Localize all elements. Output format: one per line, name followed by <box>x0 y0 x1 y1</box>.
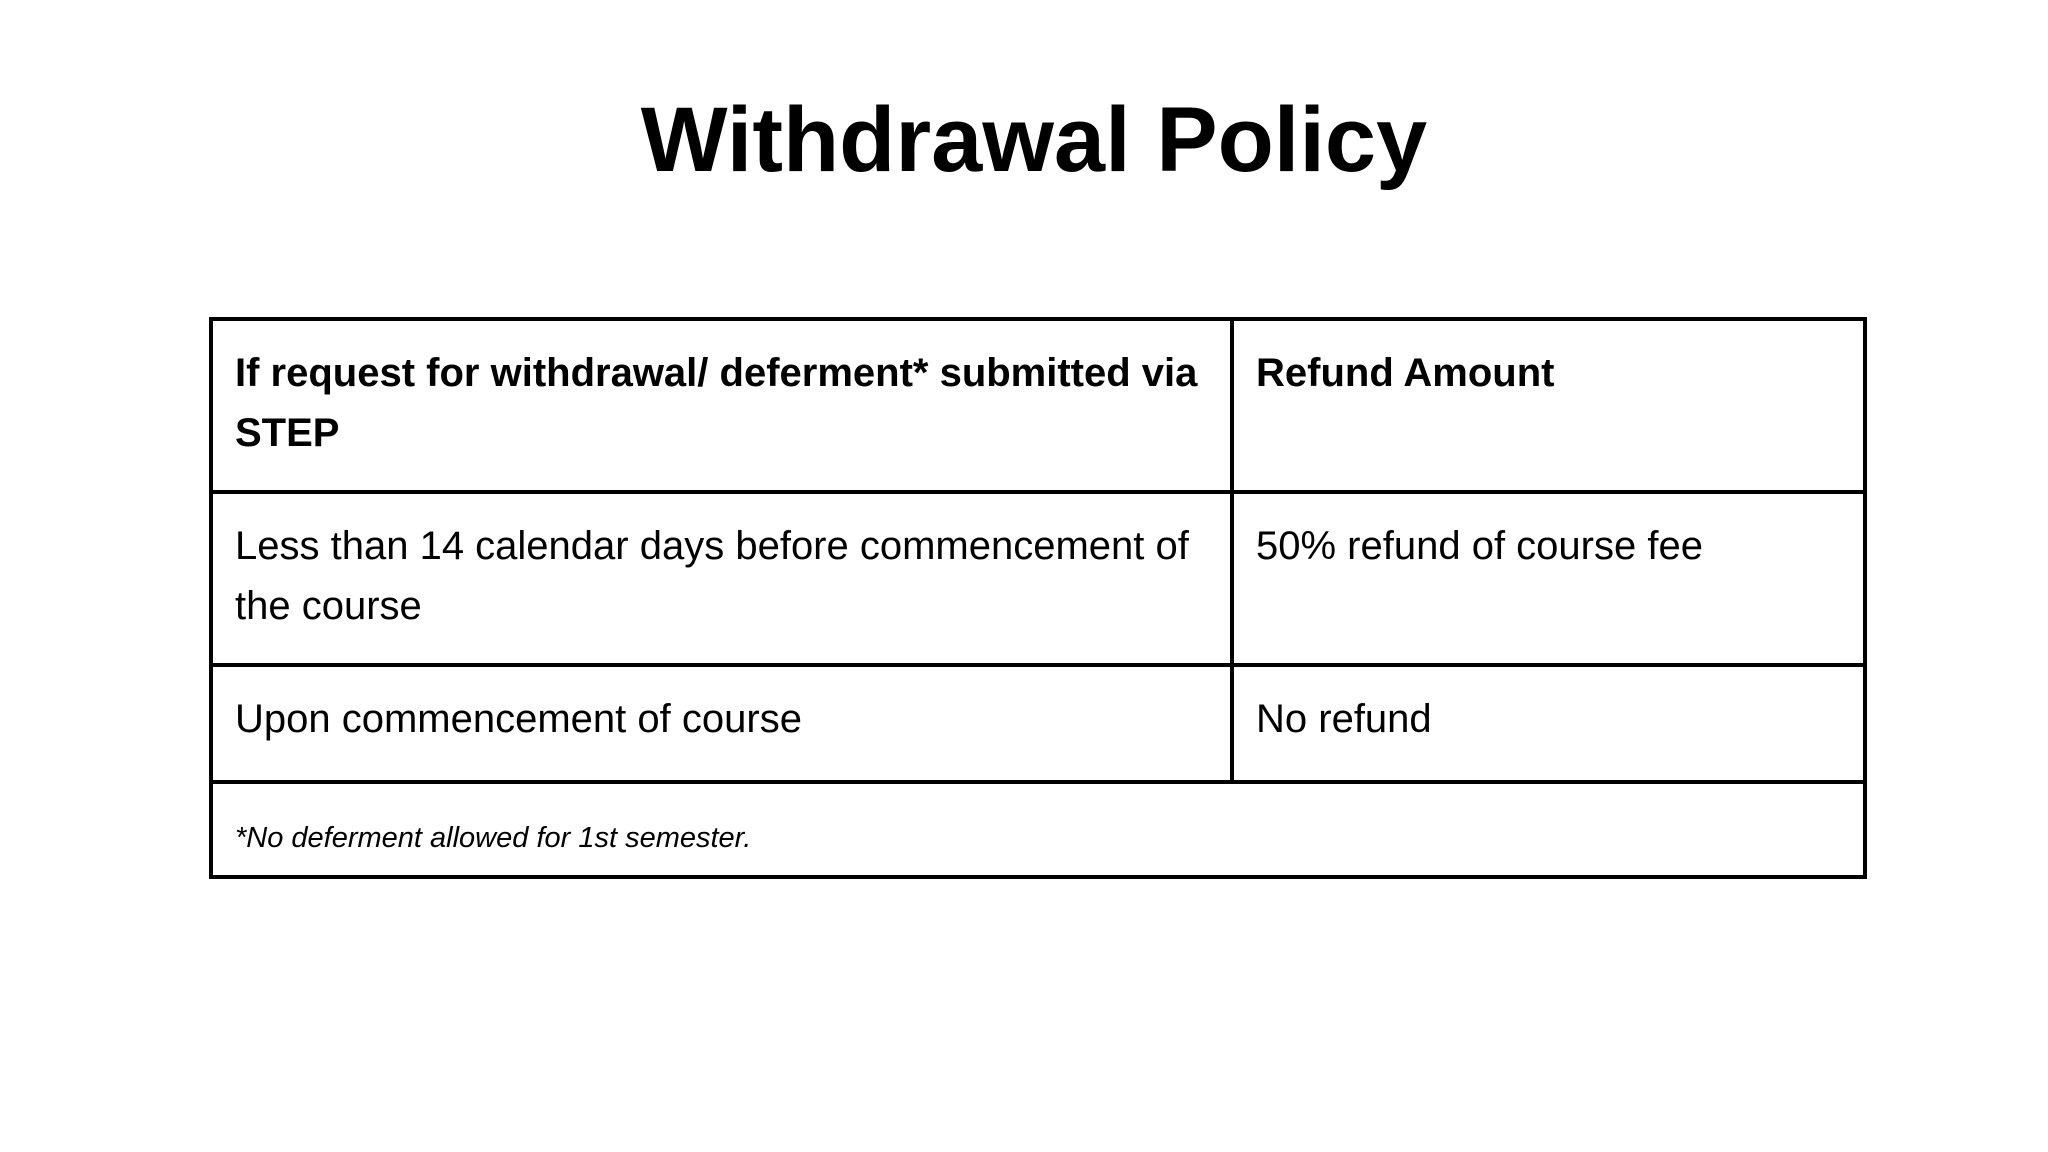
header-refund-amount: Refund Amount <box>1232 319 1865 492</box>
row-condition-cell: Upon commencement of course <box>211 665 1232 782</box>
table-footnote-row <box>211 782 1865 877</box>
slide-title: Withdrawal Policy <box>640 89 1428 191</box>
row-condition-cell: Less than 14 calendar days before commencement of the course <box>211 492 1232 665</box>
footnote: *No deferment allowed for 1st semester. <box>211 782 1865 877</box>
table-row <box>211 492 1865 665</box>
row-refund-cell: 50% refund of course fee <box>1232 492 1865 665</box>
header-condition: If request for withdrawal/ deferment* submitted via STEP <box>211 319 1232 492</box>
withdrawal-policy-table <box>209 317 1867 879</box>
table-row <box>211 665 1865 782</box>
row-refund-cell: No refund <box>1232 665 1865 782</box>
table-header-row <box>211 319 1865 492</box>
